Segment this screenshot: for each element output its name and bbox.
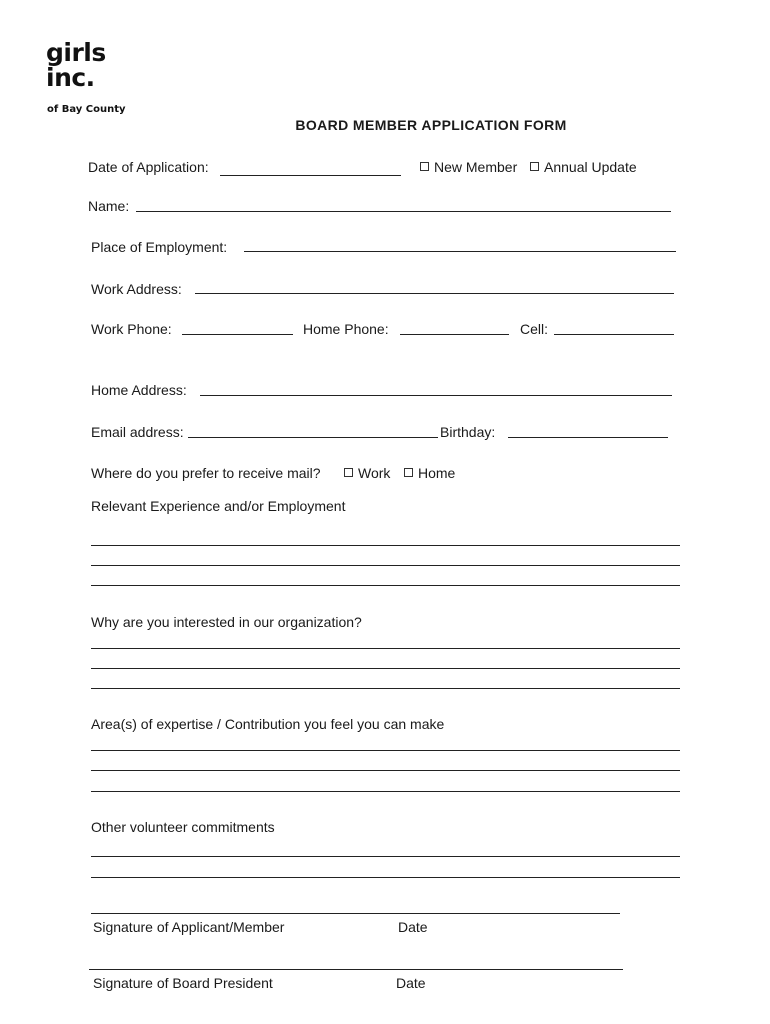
work-phone-line[interactable] xyxy=(182,334,293,335)
president-date-label: Date xyxy=(396,975,426,991)
expertise-line-3[interactable] xyxy=(91,791,680,792)
annual-update-label: Annual Update xyxy=(544,159,637,175)
work-address-label: Work Address: xyxy=(91,281,182,297)
applicant-date-label: Date xyxy=(398,919,428,935)
volunteer-line-1[interactable] xyxy=(91,856,680,857)
expertise-line-2[interactable] xyxy=(91,770,680,771)
relevant-experience-line-1[interactable] xyxy=(91,545,680,546)
mail-home-checkbox[interactable] xyxy=(404,468,413,477)
mail-work-checkbox[interactable] xyxy=(344,468,353,477)
email-address-line[interactable] xyxy=(188,437,438,438)
mail-work-label: Work xyxy=(358,465,391,481)
relevant-experience-line-2[interactable] xyxy=(91,565,680,566)
new-member-checkbox[interactable] xyxy=(420,162,429,171)
interest-label: Why are you interested in our organization? xyxy=(91,614,362,630)
home-phone-line[interactable] xyxy=(400,334,509,335)
email-address-label: Email address: xyxy=(91,424,184,440)
logo-girls: girls xyxy=(46,38,106,67)
president-signature-line[interactable] xyxy=(89,969,623,970)
work-address-line[interactable] xyxy=(195,293,674,294)
annual-update-option[interactable] xyxy=(530,159,637,175)
home-address-line[interactable] xyxy=(200,395,672,396)
date-of-application-label: Date of Application: xyxy=(88,159,209,175)
applicant-signature-label: Signature of Applicant/Member xyxy=(93,919,285,935)
new-member-label: New Member xyxy=(434,159,518,175)
cell-line[interactable] xyxy=(554,334,674,335)
date-of-application-line[interactable] xyxy=(220,175,401,176)
logo-bay-county: of Bay County xyxy=(47,104,126,115)
logo-inc: inc. xyxy=(46,63,95,92)
name-label: Name: xyxy=(88,198,130,214)
mail-home-label: Home xyxy=(418,465,456,481)
expertise-line-1[interactable] xyxy=(91,750,680,751)
president-signature-label: Signature of Board President xyxy=(93,975,273,991)
volunteer-line-2[interactable] xyxy=(91,877,680,878)
relevant-experience-line-3[interactable] xyxy=(91,585,680,586)
mail-preference-label: Where do you prefer to receive mail? xyxy=(91,465,321,481)
volunteer-commitments-label: Other volunteer commitments xyxy=(91,819,275,835)
place-of-employment-label: Place of Employment: xyxy=(91,239,228,255)
mail-home-option[interactable] xyxy=(404,465,455,481)
home-address-label: Home Address: xyxy=(91,382,187,398)
interest-line-2[interactable] xyxy=(91,668,680,669)
applicant-signature-line[interactable] xyxy=(91,913,620,914)
form-title: BOARD MEMBER APPLICATION FORM xyxy=(295,117,567,133)
interest-line-1[interactable] xyxy=(91,648,680,649)
expertise-label: Area(s) of expertise / Contribution you feel you can make xyxy=(91,716,445,732)
interest-line-3[interactable] xyxy=(91,688,680,689)
home-phone-label: Home Phone: xyxy=(303,321,389,337)
new-member-option[interactable] xyxy=(420,159,517,175)
relevant-experience-label: Relevant Experience and/or Employment xyxy=(91,498,346,514)
work-phone-label: Work Phone: xyxy=(91,321,172,337)
cell-label: Cell: xyxy=(520,321,549,337)
birthday-line[interactable] xyxy=(508,437,668,438)
place-of-employment-line[interactable] xyxy=(244,251,676,252)
name-line[interactable] xyxy=(136,211,671,212)
mail-work-option[interactable] xyxy=(344,465,390,481)
birthday-label: Birthday: xyxy=(440,424,496,440)
annual-update-checkbox[interactable] xyxy=(530,162,539,171)
